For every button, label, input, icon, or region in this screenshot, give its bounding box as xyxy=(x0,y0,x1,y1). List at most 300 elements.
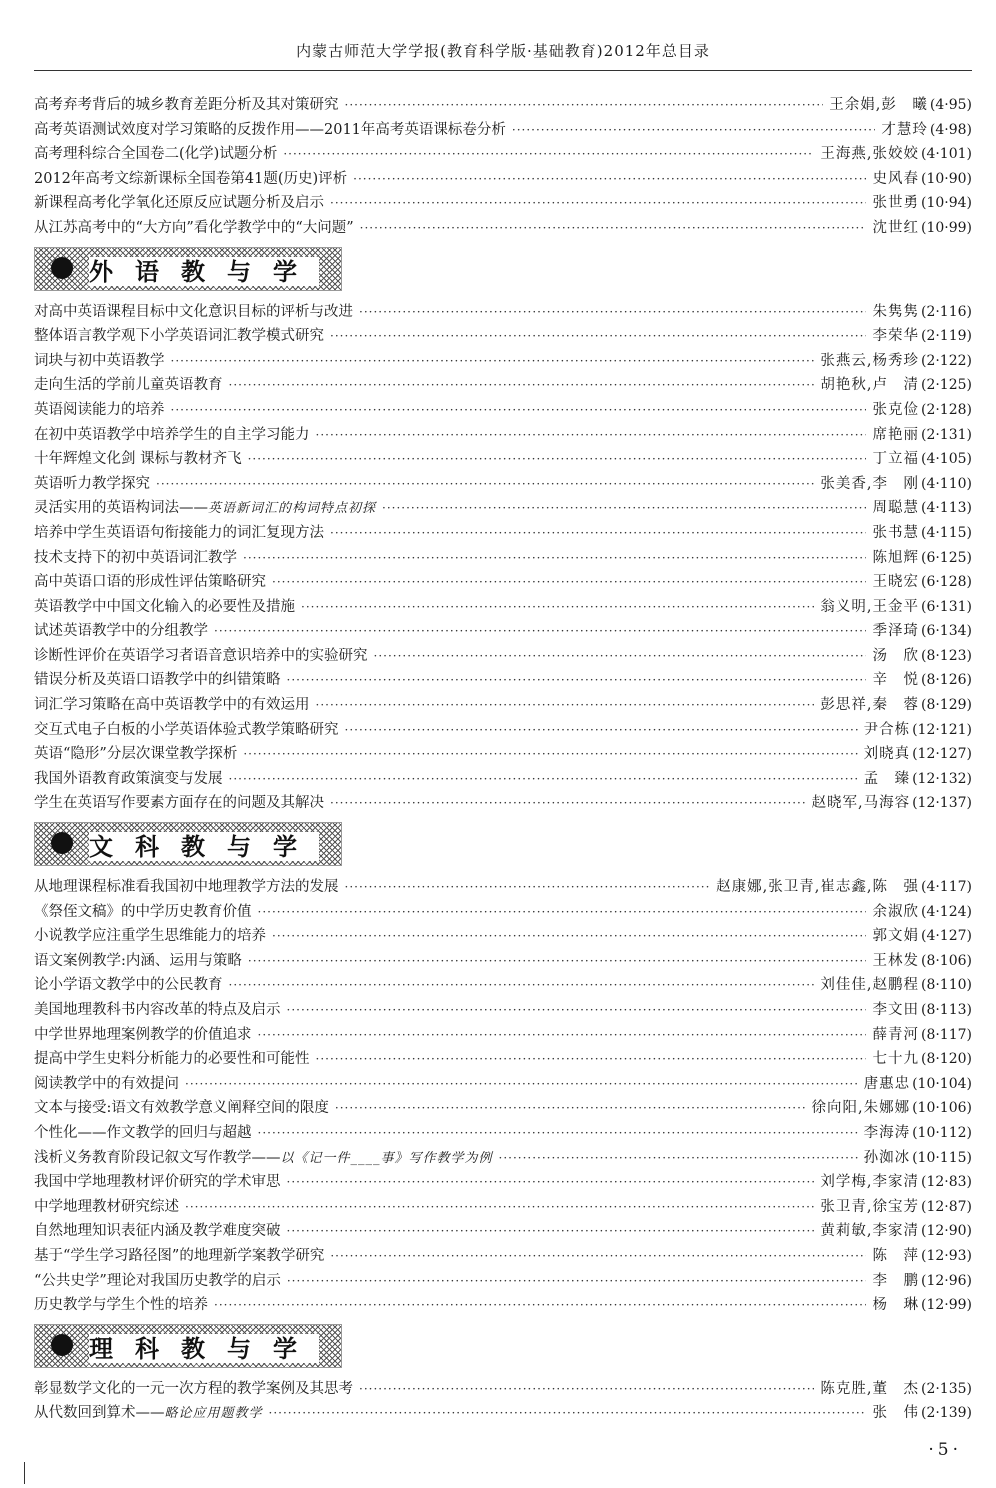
article-title xyxy=(34,324,324,345)
toc-entry xyxy=(34,546,972,571)
article-author: 李文田 xyxy=(872,1002,919,1018)
article-title-main: 浅析义务教育阶段记叙文写作教学—— xyxy=(34,1149,281,1166)
article-title-main: 高考弃考背后的城乡教育差距分析及其对策研究 xyxy=(34,97,339,113)
toc-entry xyxy=(34,949,972,974)
toc-entry xyxy=(34,644,972,669)
article-author: 朱隽隽 xyxy=(872,303,919,320)
issue-page-ref: (6·131) xyxy=(920,598,972,615)
article-author: 陈 萍 xyxy=(872,1247,919,1264)
toc-entry xyxy=(34,1121,972,1146)
issue-page-ref: (2·122) xyxy=(920,352,972,369)
issue-page-ref: (10·99) xyxy=(920,219,972,236)
dot-leader xyxy=(382,501,866,515)
article-author: 张卫青,徐宝芳 xyxy=(820,1198,919,1215)
dot-leader xyxy=(345,98,824,112)
article-title-main: 2012年高考文综新课标全国卷第41题(历史)评析 xyxy=(34,170,348,187)
section-title xyxy=(89,252,319,287)
dot-leader xyxy=(287,1003,867,1017)
article-title xyxy=(34,191,324,212)
article-title-main: “公共史学”理论对我国历史教学的启示 xyxy=(34,1272,281,1289)
issue-page-ref: (12·90) xyxy=(920,1223,972,1240)
article-title xyxy=(34,570,266,591)
toc-entry xyxy=(34,1146,972,1171)
dot-leader xyxy=(345,880,711,894)
article-title-main: 基于“学生学习路径图”的地理新学案教学研究 xyxy=(34,1247,325,1264)
article-author: 唐惠忠 xyxy=(863,1075,911,1092)
article-title-main: 我国外语教育政策演变与发展 xyxy=(34,770,223,787)
issue-page-ref: (2·116) xyxy=(920,303,972,320)
toc-entry xyxy=(34,300,972,325)
article-title xyxy=(34,1023,252,1044)
article-author: 张燕云,杨秀珍 xyxy=(820,352,919,369)
article-title-main: 英语“隐形”分层次课堂教学探析 xyxy=(34,746,238,763)
article-author: 王海燕,张姣姣 xyxy=(820,146,919,163)
issue-page-ref: (8·117) xyxy=(920,1026,972,1043)
article-title xyxy=(34,973,223,994)
section-heading xyxy=(34,1324,342,1368)
toc-entry xyxy=(34,693,972,718)
toc-entry xyxy=(34,118,972,143)
article-title xyxy=(34,472,150,493)
toc-entry xyxy=(34,1401,972,1426)
article-author: 孟 臻 xyxy=(863,770,911,787)
issue-page-ref: (10·112) xyxy=(912,1124,972,1141)
dot-leader xyxy=(287,673,867,687)
article-title xyxy=(34,595,295,616)
article-author: 丁立福 xyxy=(872,451,919,468)
toc-entry xyxy=(34,1023,972,1048)
article-title xyxy=(34,619,208,640)
issue-page-ref: (4·98) xyxy=(929,121,972,138)
article-title xyxy=(34,1146,493,1167)
article-title xyxy=(34,521,324,542)
dot-leader xyxy=(360,221,867,235)
article-author: 徐向阳,朱娜娜 xyxy=(811,1100,911,1117)
article-title xyxy=(34,1096,329,1117)
toc-entry xyxy=(34,570,972,595)
dot-leader xyxy=(287,1224,815,1238)
issue-page-ref: (4·110) xyxy=(920,475,972,492)
article-title-main: 彰显数学文化的一元一次方程的教学案例及其思考 xyxy=(34,1380,353,1397)
bullet-icon xyxy=(51,257,73,279)
article-title-main: 错误分析及英语口语教学中的纠错策略 xyxy=(34,672,281,689)
toc-entry xyxy=(34,142,972,167)
dot-leader xyxy=(301,600,814,614)
article-author: 刘学梅,李家清 xyxy=(820,1174,919,1191)
dot-leader xyxy=(243,551,866,565)
article-title-main: 技术支持下的初中英语词汇教学 xyxy=(34,549,237,566)
issue-page-ref: (2·128) xyxy=(920,401,972,418)
issue-page-ref: (8·129) xyxy=(920,697,972,714)
dot-leader xyxy=(374,649,867,663)
article-title xyxy=(34,142,277,163)
article-author: 孙洳冰 xyxy=(863,1149,911,1166)
article-title xyxy=(34,1401,263,1422)
section-title-text: 文科教与学 xyxy=(89,832,319,862)
article-author: 郭文娟 xyxy=(872,928,919,945)
issue-page-ref: (2·139) xyxy=(920,1405,972,1422)
article-title xyxy=(34,373,223,394)
article-title xyxy=(34,216,354,237)
issue-page-ref: (12·137) xyxy=(912,795,972,812)
toc-entry xyxy=(34,791,972,816)
article-title xyxy=(34,1047,310,1068)
article-author: 沈世红 xyxy=(872,219,919,236)
article-title xyxy=(34,924,266,945)
article-author: 汤 欣 xyxy=(872,647,919,664)
article-author: 刘晓真 xyxy=(863,746,911,763)
toc-entry xyxy=(34,1170,972,1195)
article-title xyxy=(34,349,165,370)
article-title-main: 英语听力教学探究 xyxy=(34,475,150,492)
section-heading xyxy=(34,822,342,866)
issue-page-ref: (8·123) xyxy=(920,647,972,664)
article-title-main: 从江苏高考中的“大方向”看化学教学中的“大问题” xyxy=(34,219,354,236)
toc-entry xyxy=(34,718,972,743)
article-title xyxy=(34,1195,179,1216)
article-title xyxy=(34,949,242,970)
issue-page-ref: (12·121) xyxy=(912,721,972,738)
issue-page-ref: (8·126) xyxy=(920,672,972,689)
article-author: 刘佳佳,赵鹏程 xyxy=(820,977,919,994)
article-title-main: 提高中学生史料分析能力的必要性和可能性 xyxy=(34,1051,310,1068)
article-title xyxy=(34,791,324,812)
article-author: 陈克胜,董 杰 xyxy=(820,1380,919,1397)
article-title xyxy=(34,496,376,517)
page-header: 内蒙古师范大学学报(教育科学版·基础教育)2012年总目录 xyxy=(296,42,710,60)
article-author: 尹合栋 xyxy=(863,721,911,738)
dot-leader xyxy=(283,147,814,161)
article-title xyxy=(34,423,310,444)
article-title-main: 高考理科综合全国卷二(化学)试题分析 xyxy=(34,146,278,163)
margin-mark xyxy=(24,1462,25,1484)
article-title xyxy=(34,1219,281,1240)
article-author: 七十九 xyxy=(872,1051,919,1068)
page-number: ·5· xyxy=(928,1440,962,1460)
issue-page-ref: (2·119) xyxy=(920,328,972,345)
article-title-main: 美国地理教科书内容改革的特点及启示 xyxy=(34,1002,281,1018)
toc-entry xyxy=(34,668,972,693)
dot-leader xyxy=(353,172,866,186)
issue-page-ref: (4·117) xyxy=(920,879,972,896)
article-title xyxy=(34,875,339,896)
toc-entry xyxy=(34,900,972,925)
toc-entry xyxy=(34,1195,972,1220)
issue-page-ref: (12·127) xyxy=(912,746,972,763)
issue-page-ref: (12·132) xyxy=(912,770,972,787)
article-author: 张美香,李 刚 xyxy=(820,475,919,492)
issue-page-ref: (10·104) xyxy=(912,1075,972,1092)
toc-entry xyxy=(34,1244,972,1269)
issue-page-ref: (4·127) xyxy=(920,928,972,945)
article-subtitle: 略论应用题教学 xyxy=(164,1406,263,1422)
toc-entry xyxy=(34,595,972,620)
toc-entry xyxy=(34,324,972,349)
issue-page-ref: (2·125) xyxy=(920,377,972,394)
article-title-main: 整体语言教学观下小学英语词汇教学模式研究 xyxy=(34,328,324,345)
dot-leader xyxy=(171,403,867,417)
toc-entry xyxy=(34,447,972,472)
dot-leader xyxy=(512,123,875,137)
article-title xyxy=(34,1072,179,1093)
article-author: 李 鹏 xyxy=(872,1272,919,1289)
issue-page-ref: (10·90) xyxy=(920,170,972,187)
article-title-main: 自然地理知识表征内涵及教学难度突破 xyxy=(34,1223,281,1240)
dot-leader xyxy=(229,978,815,992)
article-title-main: 从地理课程标准看我国初中地理教学方法的发展 xyxy=(34,879,339,896)
dot-leader xyxy=(185,1077,858,1091)
article-author: 张克俭 xyxy=(872,401,919,418)
article-title-main: 历史教学与学生个性的培养 xyxy=(34,1297,208,1314)
issue-page-ref: (6·125) xyxy=(920,549,972,566)
article-author: 史风春 xyxy=(872,170,919,187)
toc-entry xyxy=(34,1072,972,1097)
issue-page-ref: (8·113) xyxy=(920,1002,972,1018)
article-title-main: 我国中学地理教材评价研究的学术审思 xyxy=(34,1174,281,1191)
article-title-main: 走向生活的学前儿童英语教育 xyxy=(34,377,223,394)
issue-page-ref: (4·95) xyxy=(929,97,972,113)
toc-entry xyxy=(34,423,972,448)
article-author: 黄莉敏,李家清 xyxy=(820,1223,919,1240)
issue-page-ref: (2·135) xyxy=(920,1380,972,1397)
dot-leader xyxy=(248,452,867,466)
dot-leader xyxy=(330,196,866,210)
article-author: 李海涛 xyxy=(863,1124,911,1141)
toc-entry xyxy=(34,973,972,998)
bullet-icon xyxy=(51,832,73,854)
section-heading xyxy=(34,247,342,291)
article-author: 王余娟,彭 曦 xyxy=(829,97,928,113)
dot-leader xyxy=(243,747,857,761)
dot-leader xyxy=(258,1028,867,1042)
article-title-main: 诊断性评价在英语学习者语音意识培养中的实验研究 xyxy=(34,647,368,664)
issue-page-ref: (6·134) xyxy=(920,623,972,640)
article-author: 王晓宏 xyxy=(872,574,919,591)
article-title-main: 交互式电子白板的小学英语体验式教学策略研究 xyxy=(34,721,339,738)
article-title-main: 新课程高考化学氧化还原反应试题分析及启示 xyxy=(34,195,324,212)
article-title-main: 英语教学中中国文化输入的必要性及措施 xyxy=(34,598,295,615)
article-title-main: 对高中英语课程目标中文化意识目标的评析与改进 xyxy=(34,303,353,320)
article-title xyxy=(34,447,242,468)
article-title xyxy=(34,167,347,188)
article-title xyxy=(34,1170,281,1191)
article-author: 胡艳秋,卢 清 xyxy=(820,377,919,394)
article-author: 李荣华 xyxy=(872,328,919,345)
toc-entry xyxy=(34,93,972,118)
dot-leader xyxy=(272,575,866,589)
article-title-main: 培养中学生英语语句衔接能力的词汇复现方法 xyxy=(34,524,324,541)
article-title-main: 从代数回到算术—— xyxy=(34,1405,165,1422)
article-author: 辛 悦 xyxy=(872,672,919,689)
article-author: 张 伟 xyxy=(872,1405,919,1422)
dot-leader xyxy=(330,526,866,540)
toc-entry xyxy=(34,1269,972,1294)
toc-entry xyxy=(34,1047,972,1072)
bullet-icon xyxy=(51,1334,73,1356)
dot-leader xyxy=(335,1101,806,1115)
dot-leader xyxy=(272,929,866,943)
article-title-main: 《祭侄文稿》的中学历史教育价值 xyxy=(34,903,252,920)
dot-leader xyxy=(287,1175,815,1189)
dot-leader xyxy=(185,1200,814,1214)
issue-page-ref: (4·124) xyxy=(920,903,972,920)
article-author: 张世勇 xyxy=(872,195,919,212)
issue-page-ref: (12·87) xyxy=(920,1198,972,1215)
toc-entry xyxy=(34,742,972,767)
dot-leader xyxy=(330,329,866,343)
article-title xyxy=(34,644,368,665)
article-author: 王林发 xyxy=(872,952,919,969)
toc-entry xyxy=(34,349,972,374)
dot-leader xyxy=(248,954,867,968)
article-title-main: 个性化——作文教学的回归与超越 xyxy=(34,1124,252,1141)
article-title xyxy=(34,546,237,567)
article-author: 彭思祥,秦 蓉 xyxy=(820,697,919,714)
dot-leader xyxy=(499,1151,858,1165)
article-title xyxy=(34,742,237,763)
dot-leader xyxy=(330,1249,866,1263)
dot-leader xyxy=(214,624,866,638)
article-author: 周聪慧 xyxy=(872,500,919,517)
issue-page-ref: (6·128) xyxy=(920,574,972,591)
dot-leader xyxy=(156,477,814,491)
dot-leader xyxy=(269,1406,867,1420)
issue-page-ref: (10·94) xyxy=(920,195,972,212)
article-author: 才慧玲 xyxy=(881,121,928,138)
toc-entry xyxy=(34,398,972,423)
toc-entry xyxy=(34,521,972,546)
article-title-main: 中学世界地理案例教学的价值追求 xyxy=(34,1026,252,1043)
toc-entry xyxy=(34,767,972,792)
issue-page-ref: (4·105) xyxy=(920,451,972,468)
dot-leader xyxy=(359,1382,814,1396)
toc-entry xyxy=(34,875,972,900)
article-title-main: 灵活实用的英语构词法—— xyxy=(34,500,208,517)
issue-page-ref: (12·99) xyxy=(920,1297,972,1314)
article-title xyxy=(34,998,281,1019)
toc-entry xyxy=(34,1219,972,1244)
dot-leader xyxy=(316,698,815,712)
article-author: 余淑欣 xyxy=(872,903,919,920)
toc-entry xyxy=(34,1293,972,1318)
issue-page-ref: (8·106) xyxy=(920,952,972,969)
dot-leader xyxy=(258,1126,858,1140)
toc-entry xyxy=(34,496,972,521)
dot-leader xyxy=(359,305,866,319)
issue-page-ref: (10·106) xyxy=(912,1100,972,1117)
article-subtitle: 以《记一件____事》写作教学为例 xyxy=(280,1150,493,1166)
issue-page-ref: (8·120) xyxy=(920,1051,972,1068)
dot-leader xyxy=(287,1274,867,1288)
section-title-text: 外语教与学 xyxy=(89,256,319,286)
dot-leader xyxy=(316,428,867,442)
article-title-main: 十年辉煌文化剑 课标与教材齐飞 xyxy=(34,451,242,468)
dot-leader xyxy=(316,1052,867,1066)
issue-page-ref: (4·113) xyxy=(920,500,972,517)
issue-page-ref: (12·83) xyxy=(920,1174,972,1191)
article-title-main: 阅读教学中的有效提问 xyxy=(34,1075,179,1092)
article-title xyxy=(34,1377,353,1398)
article-title-main: 试述英语教学中的分组教学 xyxy=(34,623,208,640)
article-author: 席艳丽 xyxy=(872,426,919,443)
article-title-main: 论小学语文教学中的公民教育 xyxy=(34,977,223,994)
article-author: 杨 琳 xyxy=(872,1297,919,1314)
article-title-main: 文本与接受:语文有效教学意义阐释空间的限度 xyxy=(34,1100,329,1117)
article-author: 赵康娜,张卫青,崔志鑫,陈 强 xyxy=(716,879,919,896)
article-title xyxy=(34,693,310,714)
toc-entry xyxy=(34,191,972,216)
toc-entry xyxy=(34,216,972,241)
article-title xyxy=(34,398,165,419)
article-title xyxy=(34,1244,324,1265)
dot-leader xyxy=(214,1298,866,1312)
article-title-main: 学生在英语写作要素方面存在的问题及其解决 xyxy=(34,795,324,812)
toc-entry xyxy=(34,619,972,644)
article-title xyxy=(34,118,506,139)
dot-leader xyxy=(229,378,815,392)
article-title xyxy=(34,93,339,114)
article-title-main: 语文案例教学:内涵、运用与策略 xyxy=(34,952,242,969)
article-title-main: 中学地理教材研究综述 xyxy=(34,1198,179,1215)
section-title-text: 理科教与学 xyxy=(89,1333,319,1363)
issue-page-ref: (12·96) xyxy=(920,1272,972,1289)
article-title xyxy=(34,1121,252,1142)
article-title-main: 词块与初中英语教学 xyxy=(34,352,165,369)
toc-entry xyxy=(34,472,972,497)
article-author: 季泽琦 xyxy=(872,623,919,640)
toc-entry xyxy=(34,167,972,192)
dot-leader xyxy=(258,905,867,919)
article-title-main: 英语阅读能力的培养 xyxy=(34,401,165,418)
issue-page-ref: (12·93) xyxy=(920,1247,972,1264)
toc-entry xyxy=(34,373,972,398)
article-subtitle: 英语新词汇的构词特点初探 xyxy=(208,501,377,517)
toc-entry xyxy=(34,1096,972,1121)
article-title-main: 小说教学应注重学生思维能力的培养 xyxy=(34,928,266,945)
dot-leader xyxy=(330,796,805,810)
toc-entry xyxy=(34,998,972,1023)
issue-page-ref: (4·101) xyxy=(920,146,972,163)
article-author: 翁义明,王金平 xyxy=(820,598,919,615)
issue-page-ref: (2·131) xyxy=(920,426,972,443)
article-title-main: 高考英语测试效度对学习策略的反拨作用——2011年高考英语课标卷分析 xyxy=(34,121,506,138)
dot-leader xyxy=(229,772,858,786)
article-title-main: 在初中英语教学中培养学生的自主学习能力 xyxy=(34,426,310,443)
article-author: 张书慧 xyxy=(872,524,919,541)
article-author: 薛青河 xyxy=(872,1026,919,1043)
article-author: 陈旭辉 xyxy=(872,549,919,566)
section-title xyxy=(89,827,319,862)
issue-page-ref: (4·115) xyxy=(920,524,972,541)
article-title xyxy=(34,1269,281,1290)
article-title-main: 高中英语口语的形成性评估策略研究 xyxy=(34,574,266,591)
article-author: 赵晓军,马海容 xyxy=(811,795,911,812)
article-title xyxy=(34,1293,208,1314)
article-title xyxy=(34,300,353,321)
table-of-contents xyxy=(34,93,972,1426)
article-title-main: 词汇学习策略在高中英语教学中的有效运用 xyxy=(34,697,310,714)
section-title xyxy=(89,1329,319,1364)
toc-entry xyxy=(34,1377,972,1402)
header-rule xyxy=(34,70,972,71)
issue-page-ref: (10·115) xyxy=(912,1149,972,1166)
issue-page-ref: (8·110) xyxy=(920,977,972,994)
dot-leader xyxy=(171,354,815,368)
toc-entry xyxy=(34,924,972,949)
dot-leader xyxy=(345,723,858,737)
article-title xyxy=(34,900,252,921)
article-title xyxy=(34,668,281,689)
